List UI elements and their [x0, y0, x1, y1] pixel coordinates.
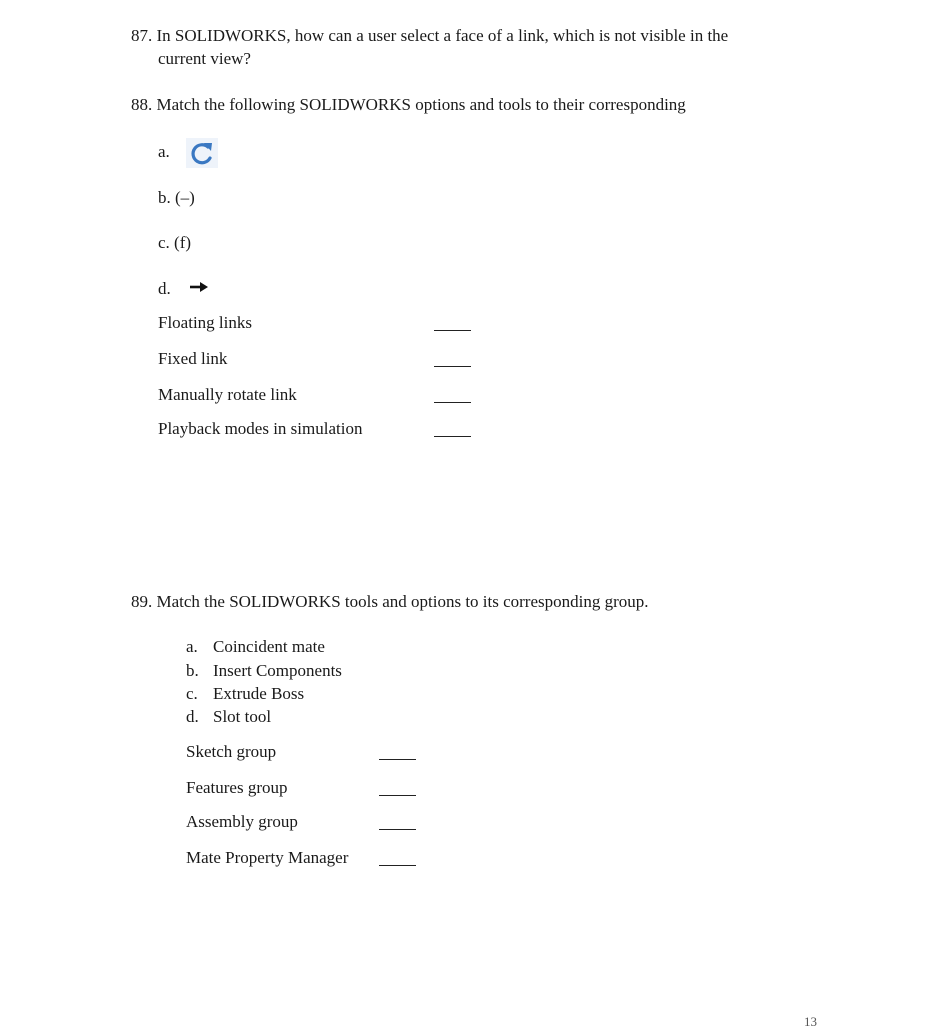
q88-item-manually-rotate: Manually rotate link	[158, 385, 297, 404]
q89-option-a-letter: a.	[186, 637, 198, 656]
q89-blank-4[interactable]	[379, 865, 416, 866]
q89-item-sketch-group: Sketch group	[186, 742, 277, 761]
q88-option-b-letter: b.	[158, 188, 171, 207]
right-arrow-icon	[189, 280, 209, 294]
q88-number: 88.	[131, 95, 153, 114]
q89-blank-3[interactable]	[379, 829, 416, 830]
q88-prompt-line	[131, 94, 686, 116]
q88-item-fixed-link: Fixed link	[158, 349, 228, 368]
q89-item-assembly-group: Assembly group	[186, 812, 298, 831]
q88-option-b	[158, 187, 195, 209]
q88-option-c-symbol: (f)	[174, 233, 192, 252]
q89-prompt: Match the SOLIDWORKS tools and options to its corresponding group.	[156, 592, 649, 611]
q89-blank-2[interactable]	[379, 795, 416, 796]
q89-number: 89.	[131, 592, 153, 611]
q88-item-floating-links: Floating links	[158, 313, 252, 332]
q89-option-d-letter: d.	[186, 707, 199, 726]
q89-item-mate-property-manager: Mate Property Manager	[186, 848, 349, 867]
q89-option-b-label: Insert Components	[213, 661, 342, 680]
redo-icon	[186, 138, 218, 168]
q88-option-d-letter: d.	[158, 279, 171, 298]
q88-blank-4[interactable]	[434, 436, 471, 437]
q89-option-c-label: Extrude Boss	[213, 684, 305, 703]
q88-blank-1[interactable]	[434, 330, 471, 331]
q88-option-c-letter: c.	[158, 233, 170, 252]
q88-item-playback-modes: Playback modes in simulation	[158, 419, 363, 438]
q87-line1	[131, 25, 728, 47]
q87-text-line1: In SOLIDWORKS, how can a user select a face of a link, which is not visible in the	[156, 26, 729, 45]
q88-option-c	[158, 232, 191, 254]
q89-option-d-label: Slot tool	[213, 707, 272, 726]
q88-option-a-letter: a.	[158, 142, 170, 161]
q88-prompt: Match the following SOLIDWORKS options and tools to their corresponding	[156, 95, 686, 114]
q89-item-features-group: Features group	[186, 778, 288, 797]
q88-blank-3[interactable]	[434, 402, 471, 403]
q88-option-b-symbol: (–)	[175, 188, 195, 207]
q89-option-c-letter: c.	[186, 684, 198, 703]
q88-blank-2[interactable]	[434, 366, 471, 367]
q89-option-b-letter: b.	[186, 661, 199, 680]
q87-text-line2: current view?	[158, 49, 251, 68]
q89-blank-1[interactable]	[379, 759, 416, 760]
page-number: 13	[804, 1014, 817, 1029]
q89-option-a-label: Coincident mate	[213, 637, 325, 656]
q89-prompt-line	[131, 591, 649, 613]
q87-number: 87.	[131, 26, 153, 45]
